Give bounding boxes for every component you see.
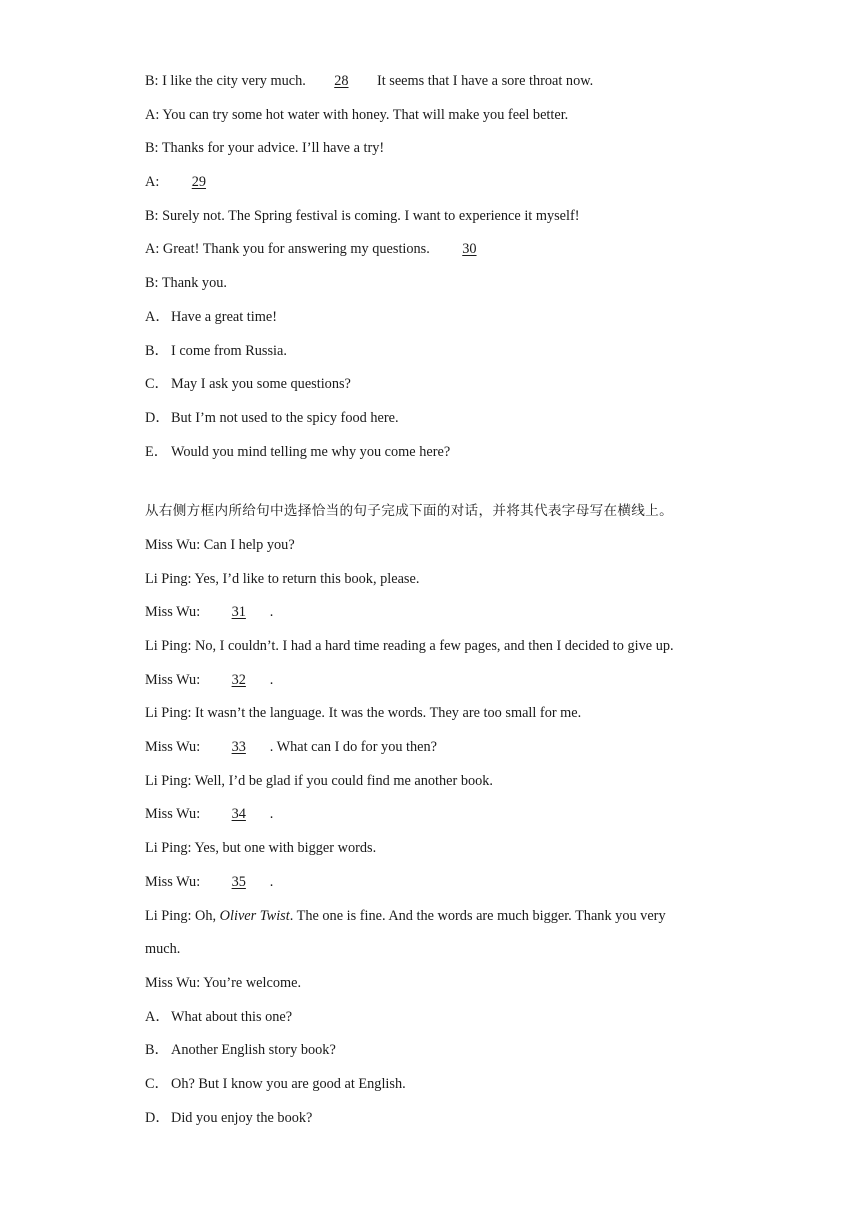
option-text: I come from Russia.	[171, 342, 287, 359]
line-text: Miss Wu:	[145, 671, 204, 688]
option-item	[145, 402, 745, 436]
option-letter: B．	[145, 342, 169, 359]
dialogue-line: B: Surely not. The Spring festival is coming. I want to experience it myself!	[145, 207, 580, 224]
option-item	[145, 1102, 745, 1136]
dialogue-line: Miss Wu: You’re welcome.	[145, 974, 302, 991]
line-text: Miss Wu:	[145, 873, 204, 890]
dialogue-line: Li Ping: Yes, but one with bigger words.	[145, 840, 377, 857]
blank-31: 31	[231, 604, 246, 621]
option-item	[145, 368, 745, 402]
option-letter: B．	[145, 1042, 169, 1059]
option-item	[145, 301, 745, 335]
blank-30: 30	[462, 241, 477, 258]
option-letter: A．	[145, 1008, 170, 1025]
line-text: .	[269, 671, 274, 688]
option-item	[145, 436, 745, 470]
line-text: It seems that I have a sore throat now.	[373, 73, 594, 89]
option-text: What about this one?	[171, 1008, 293, 1025]
line-text: A: Great! Thank you for answering my questions.	[145, 241, 434, 258]
line-text: .	[269, 873, 274, 890]
dialogue-line: B: Thanks for your advice. I’ll have a try!	[145, 140, 385, 157]
option-item	[145, 1001, 745, 1035]
dialogue-line	[145, 596, 745, 630]
dialogue-line	[145, 900, 745, 934]
option-text: Did you enjoy the book?	[171, 1109, 313, 1126]
dialogue-line: Li Ping: Yes, I’d like to return this book, please.	[145, 570, 420, 587]
dialogue-line	[145, 798, 745, 832]
option-item	[145, 335, 745, 369]
option-letter: C．	[145, 1075, 169, 1092]
line-text: Miss Wu:	[145, 604, 204, 621]
dialogue-line-continuation: much.	[145, 941, 181, 958]
option-letter: A．	[145, 308, 170, 325]
line-text: Miss Wu:	[145, 806, 204, 823]
dialogue-line: B: Thank you.	[145, 275, 227, 292]
option-text: Another English story book?	[171, 1042, 336, 1059]
dialogue-line	[145, 664, 745, 698]
dialogue-line	[145, 166, 745, 200]
line-text: A:	[145, 174, 163, 191]
blank-29: 29	[191, 174, 207, 191]
option-item	[145, 1034, 745, 1068]
line-text: Miss Wu:	[145, 739, 204, 756]
option-letter: E．	[145, 443, 169, 460]
option-letter: D．	[145, 409, 170, 426]
option-letter: C．	[145, 376, 169, 393]
blank-28: 28	[334, 73, 349, 89]
line-text: .	[269, 604, 274, 621]
option-text: Oh? But I know you are good at English.	[171, 1075, 406, 1092]
section-instruction: 从右侧方框内所给句中选择恰当的句子完成下面的对话，并将其代表字母写在横线上。	[145, 503, 673, 520]
dialogue-line: Li Ping: No, I couldn’t. I had a hard time reading a few pages, and then I decided to give up.	[145, 638, 674, 654]
document-page	[145, 65, 745, 1135]
dialogue-line: Li Ping: It wasn’t the language. It was the words. They are too small for me.	[145, 705, 582, 722]
line-text: B: I like the city very much.	[145, 73, 310, 89]
option-letter: D．	[145, 1109, 170, 1126]
line-text: Li Ping: Oh,	[145, 907, 220, 924]
option-text: Have a great time!	[171, 308, 277, 325]
line-text: . What can I do for you then?	[269, 739, 438, 756]
line-text: .	[269, 806, 274, 823]
option-item	[145, 1068, 745, 1102]
blank-32: 32	[231, 671, 246, 688]
dialogue-line: Li Ping: Well, I’d be glad if you could find me another book.	[145, 772, 493, 789]
line-text: . The one is fine. And the words are much bigger. Thank you very	[289, 907, 666, 924]
option-text: Would you mind telling me why you come here?	[171, 443, 451, 460]
dialogue-line: A: You can try some hot water with honey. That will make you feel better.	[145, 106, 569, 123]
blank-33: 33	[231, 739, 246, 756]
blank-34: 34	[231, 806, 246, 823]
option-text: But I’m not used to the spicy food here.	[171, 409, 399, 426]
dialogue-line: Miss Wu: Can I help you?	[145, 536, 295, 553]
dialogue-line	[145, 65, 745, 99]
blank-35: 35	[231, 873, 246, 890]
dialogue-line	[145, 731, 745, 765]
dialogue-line	[145, 233, 745, 267]
option-text: May I ask you some questions?	[171, 376, 351, 393]
book-title: Oliver Twist	[219, 907, 290, 924]
dialogue-line	[145, 866, 745, 900]
